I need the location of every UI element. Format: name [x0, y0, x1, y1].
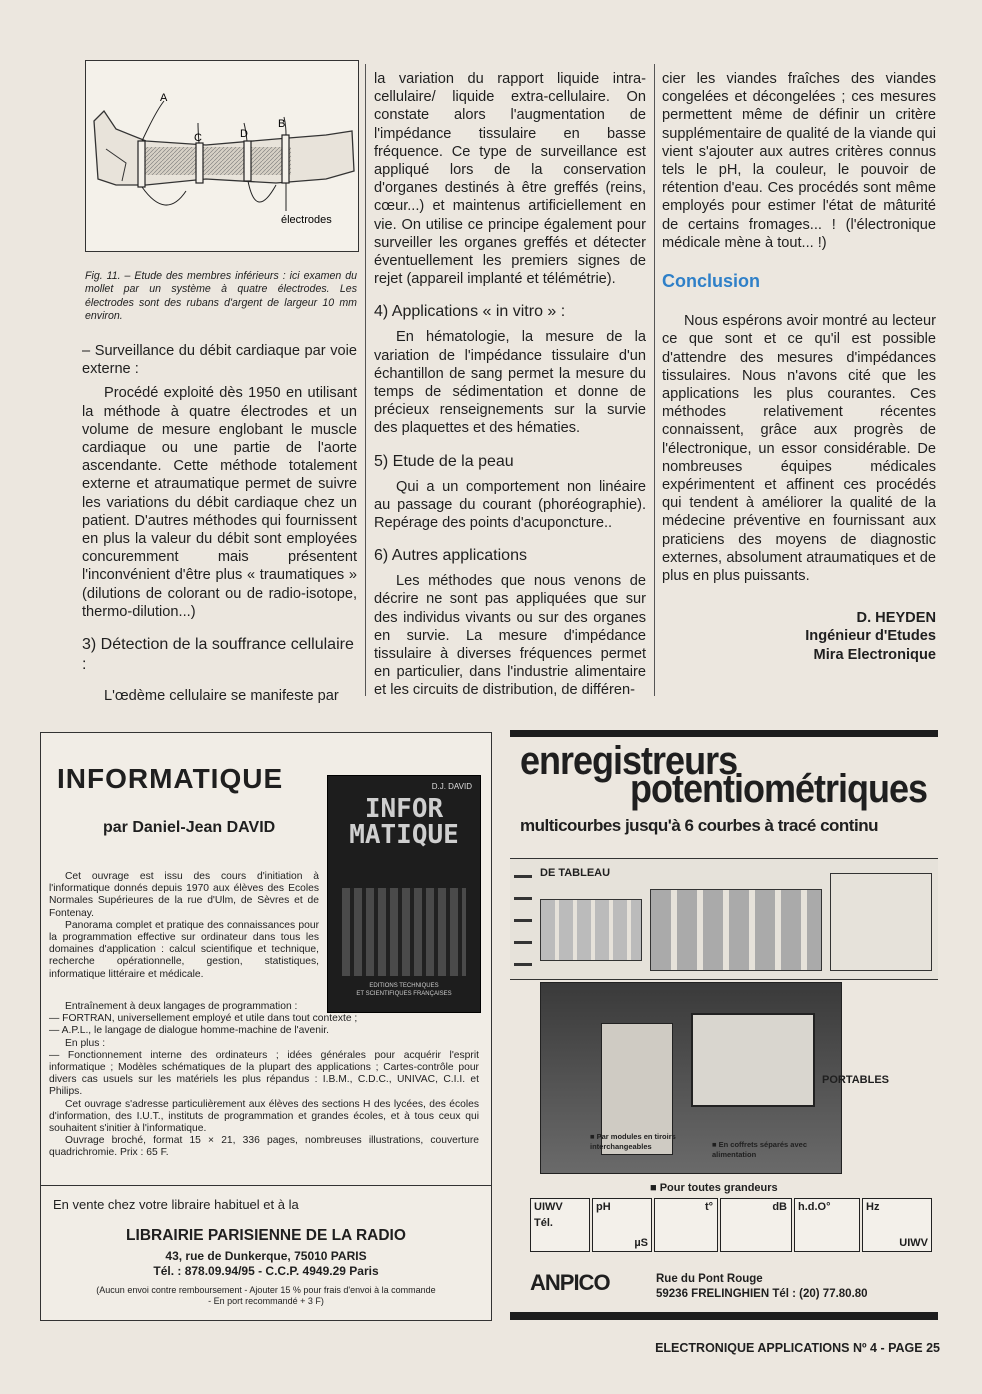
- book-cover: [327, 775, 481, 1013]
- figure-caption: Fig. 11. – Etude des membres inférieurs : ici examen du mollet par un système à quatre électrodes. Les électrodes sont des rubans d'argent de largeur 10 mm environ.: [85, 270, 357, 323]
- author-title: Ingénieur d'Etudes: [805, 628, 936, 645]
- conclusion-heading: Conclusion: [662, 271, 760, 292]
- book-desc-4: — FORTRAN, universellement employé et utile dans tout contexte ;: [49, 1013, 358, 1025]
- col3-para-2: Nous espérons avoir montré au lecteur ce que sont et ce qu'il est possible d'attendre des mesures d'impédances tissulaires. Nous n'avons cité que les applications les plus courantes. Ces méthodes relativement récentes connaissent, grâce aux progrès de l'électronique, un essor considérable. De nombreuses équipes médicales expérimentent et affinent ces procédés qui tendent à améliorer la qualité de la médecine préventive en fournissant aux praticiens des moyens de diagnostic externes, absolument atraumatiques et de plus en plus puissants.: [662, 313, 936, 585]
- icon-label-ph: pH: [596, 1201, 611, 1213]
- label-d: D: [240, 128, 248, 140]
- cover-title-line-2: MATIQUE: [349, 820, 459, 850]
- label-b: B: [278, 118, 286, 130]
- label-electrodes: électrodes: [281, 214, 332, 226]
- cover-title: [328, 796, 480, 848]
- icon-temperature: [654, 1198, 718, 1252]
- col3-para-1: cier les viandes fraîches des viandes congelées et décongelées ; ces mesures permettent même de définir un critère supplémentaire de qualité de la viande qui vient s'ajouter aux autres critères connus tels le pH, la couleur, le pouvoir de rétention d'eau. Ces procédés sont même employés pour estimer l'état de mâturité de certains fromages... ! (l'électronique médicale mène à tout... !): [662, 71, 936, 251]
- shop-name: LIBRAIRIE PARISIENNE DE LA RADIO: [126, 1227, 406, 1244]
- icon-label-uiwv-1: UIWV: [534, 1201, 563, 1213]
- book-desc-2: Panorama complet et pratique des connaissances pour la programmation effective sur ordinateur dans tous les domaines d'application : calcul scientifique et technique, recherche opérationnelle, gestion, statistiques, informatique littéraire et médicale.: [49, 919, 319, 980]
- book-desc-3: Entraînement à deux langages de programmation :: [65, 1001, 298, 1012]
- cover-publisher-line-2: ET SCIENTIFIQUES FRANÇAISES: [356, 991, 452, 997]
- electrode-a: [138, 141, 145, 187]
- feature-modules: ■ Par modules en tiroirs interchangeables: [590, 1132, 676, 1151]
- book-desc-5: — A.P.L., le langage de dialogue homme-machine de l'avenir.: [49, 1025, 329, 1037]
- label-de-tableau: DE TABLEAU: [540, 867, 611, 879]
- icon-db: [720, 1198, 792, 1252]
- ad-top-bar: [510, 730, 938, 737]
- author-company: Mira Electronique: [813, 646, 936, 663]
- electrode-c: [196, 143, 203, 183]
- shop-address: 43, rue de Dunkerque, 75010 PARIS: [165, 1249, 367, 1263]
- col2-para-4: En hématologie, la mesure de la variation de l'impédance tissulaire d'un échantillon de sang permet la mesure du temps de sédimentation et donne de précieux renseignements sur la survie des plaquettes et des hématies.: [374, 329, 646, 437]
- book-ad-divider: [41, 1185, 491, 1186]
- leg-diagram: [86, 61, 358, 251]
- label-grandeurs: ■ Pour toutes grandeurs: [650, 1182, 778, 1194]
- col2-para-6: Les méthodes que nous venons de décrire ne sont pas appliquées que sur des individus vivants ou sur des organes en survie. La mesure d'impédance tissulaire à diverses fréquences permet en particulier, dans l'industrie alimentaire et les circuits de distribution, de différen-: [374, 573, 646, 699]
- electrode-b: [282, 135, 289, 183]
- cover-publisher-line-1: EDITIONS TECHNIQUES: [369, 983, 439, 989]
- col2-heading-5: 5) Etude de la peau: [374, 452, 514, 470]
- cover-publisher: [328, 982, 480, 998]
- book-advertisement: [40, 732, 492, 1321]
- panel-recorders-image: [510, 858, 938, 980]
- book-title: INFORMATIQUE: [57, 763, 284, 794]
- figure-electrodes: [85, 60, 359, 252]
- icon-hdo: [794, 1198, 860, 1252]
- cover-keyboard-image: [342, 888, 466, 976]
- col2-para-1: la variation du rapport liquide intra-cellulaire/ liquide extra-cellulaire. On constate alors l'augmentation de l'impédance tissulaire en basse fréquence. Ce type de surveillance est appliqué lors de la conservation d'organes destinés à être greffés (reins, cœur...) et maintenus artificiellement en vie. On utilise ce principe également pour surveiller les organes greffés et détecter éventuellement les premiers signes de rejet (appareil implanté et télémétrie).: [374, 71, 646, 288]
- ad-bottom-bar: [510, 1312, 938, 1320]
- ad-title-line-1: enregistreurs: [520, 737, 738, 783]
- icon-label-t: t°: [704, 1201, 713, 1213]
- icon-uiwv-left: [530, 1198, 590, 1252]
- brand-address: [656, 1272, 868, 1302]
- brand-address-1: Rue du Pont Rouge: [656, 1273, 763, 1285]
- col1-para-2: Procédé exploité dès 1950 en utilisant la méthode à quatre électrodes et un volume de mesure englobant le muscle cardiaque ou une partie de l'aorte ascendante. Cette méthode totalement externe et atraumatique permet de suivre les variations du débit cardiaque chez un patient. D'autres méthodes qui fournissent en plus la valeur du débit sont employées concuremment mais présentent l'inconvénient d'être plus « traumatiques » (dilutions de colorant ou de radio-isotope, thermo-dilution...): [82, 385, 357, 620]
- label-portables: PORTABLES: [822, 1074, 890, 1086]
- sale-line: En vente chez votre libraire habituel et à la: [53, 1197, 299, 1212]
- cover-title-line-1: INFOR: [364, 794, 444, 824]
- feature-coffrets: ■ En coffrets séparés avec alimentation: [712, 1140, 807, 1159]
- col1-para-1: – Surveillance du débit cardiaque par voie externe :: [82, 343, 357, 378]
- column-divider-1: [365, 64, 366, 696]
- measurement-icon-row: [530, 1198, 930, 1256]
- icon-hz: [862, 1198, 932, 1252]
- icon-label-hdo: h.d.O°: [798, 1201, 831, 1213]
- page-footer: ELECTRONIQUE APPLICATIONS Nº 4 - PAGE 25: [655, 1341, 940, 1355]
- column-1: [82, 342, 357, 705]
- col1-heading-3: 3) Détection de la souffrance cellulaire :: [82, 636, 354, 674]
- icon-label-uiwv-2: UIWV: [899, 1237, 928, 1249]
- ad-title-line-2: potentiométriques: [630, 765, 928, 811]
- column-divider-2: [654, 64, 655, 696]
- label-a: A: [160, 92, 168, 104]
- shop-note: (Aucun envoi contre remboursement - Ajouter 15 % pour frais d'envoi à la commande - En port recommandé + 3 F): [96, 1285, 436, 1306]
- icon-label-db: dB: [772, 1201, 787, 1213]
- book-desc-6: En plus :: [65, 1037, 106, 1049]
- icon-label-us: µS: [634, 1237, 648, 1249]
- icon-ph: [592, 1198, 652, 1252]
- author-block: [662, 609, 936, 664]
- col2-heading-4: 4) Applications « in vitro » :: [374, 303, 566, 321]
- cover-author: D.J. DAVID: [431, 782, 472, 791]
- book-byline: par Daniel-Jean DAVID: [103, 819, 276, 836]
- ad-subtitle: multicourbes jusqu'à 6 courbes à tracé continu: [520, 816, 878, 835]
- label-c: C: [194, 132, 202, 144]
- brand-address-2: 59236 FRELINGHIEN Tél : (20) 77.80.80: [656, 1288, 868, 1300]
- col2-heading-6: 6) Autres applications: [374, 547, 527, 565]
- column-2: [374, 70, 646, 700]
- col2-para-5: Qui a un comportement non linéaire au passage du courant (phoréographie). Repérage des points d'acuponcture..: [374, 478, 646, 532]
- icon-label-tel: Tél.: [534, 1217, 553, 1229]
- col1-para-3: L'œdème cellulaire se manifeste par: [104, 688, 339, 705]
- book-desc-9: Ouvrage broché, format 15 × 21, 336 pages, nombreuses illustrations, couverture quadrichromie. Prix : 65 F.: [49, 1135, 479, 1159]
- electrode-d: [244, 141, 251, 181]
- book-desc-7: — Fonctionnement interne des ordinateurs ; idées générales pour acquérir l'esprit informatique ; Modèles schématiques de la plupart des applications ; Cartes-contrôle pour divers cas usuels sur les matériels les plus répandus : I.B.M., C.D.C., UNIVAC, C.I.I. et Philips.: [49, 1049, 479, 1098]
- book-desc-8: Cet ouvrage s'adresse particulièrement aux élèves des sections H des lycées, des écoles d'information, des I.U.T., instituts de programmation et grandes écoles, et à tous ceux qui souhaitent s'initier à l'informatique.: [49, 1098, 479, 1135]
- shop-phone: Tél. : 878.09.94/95 - C.C.P. 4949.29 Paris: [153, 1264, 379, 1278]
- recorder-advertisement: [510, 730, 938, 1322]
- book-desc-1: Cet ouvrage est issu des cours d'initiation à l'informatique donnés depuis 1970 aux élèves des Ecoles Normales Supérieures de la rue d'Ulm, de Sèvres et de Fontenay.: [49, 871, 319, 919]
- author-name: D. HEYDEN: [856, 610, 936, 627]
- column-3: [662, 70, 936, 664]
- book-description-top: [49, 871, 319, 981]
- book-description-bottom: [49, 1001, 479, 1160]
- icon-label-hz: Hz: [866, 1201, 880, 1213]
- brand-logo: ANPICO: [530, 1270, 610, 1295]
